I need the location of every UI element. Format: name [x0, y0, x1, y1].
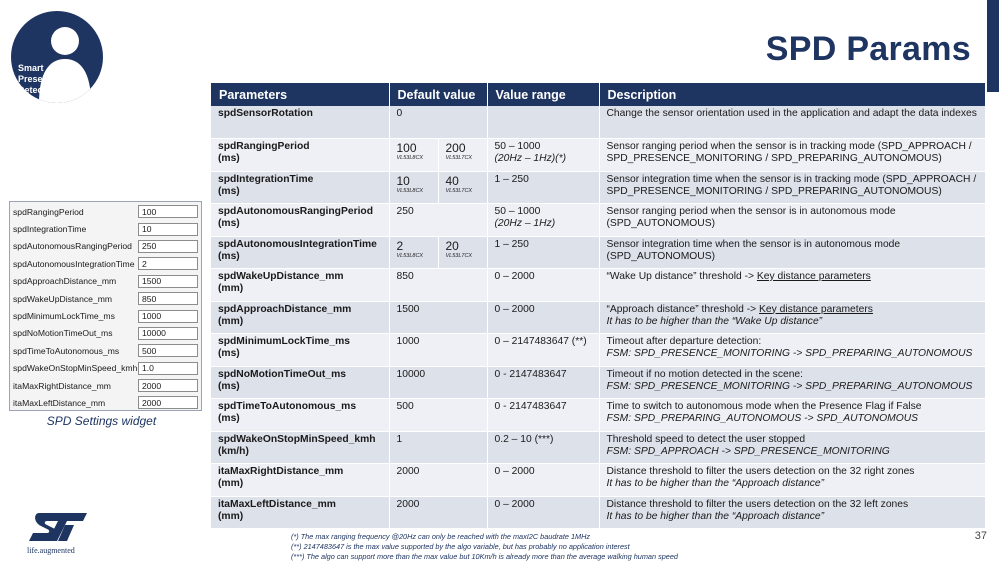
default-value-b: 200	[445, 141, 466, 155]
footnote: (***) The algo can support more than the max value but 10Km/h is already more than the average walking human speed	[291, 552, 678, 561]
value-range-note: (20Hz – 1Hz)	[494, 218, 556, 230]
range-cell	[487, 431, 599, 464]
spd-settings-widget	[9, 201, 202, 411]
default-cell	[389, 301, 487, 334]
param-name: itaMaxRightDistance_mm	[218, 466, 344, 477]
desc-cell	[599, 106, 985, 139]
value-range: 50 – 1000	[494, 141, 541, 152]
param-unit: (mm)	[218, 510, 244, 522]
footnote: (**) 2147483647 is the max value supported by the algo variable, but has probably no application interest	[291, 542, 630, 551]
range-cell	[487, 236, 599, 269]
table-row	[211, 399, 985, 432]
desc-cell	[599, 399, 985, 432]
param-unit: (mm)	[218, 478, 244, 490]
param-name: spdIntegrationTime	[218, 173, 314, 185]
description-note: FSM: SPD_APPROACH -> SPD_PRESENCE_MONITORING	[606, 445, 890, 457]
sensor-tag-a: VL53L8CX	[396, 155, 424, 161]
param-name: spdAutonomousIntegrationTime	[218, 238, 377, 250]
default-value: 1	[396, 433, 403, 445]
value-range: 0 – 2000	[494, 271, 535, 282]
param-name-cell	[211, 431, 389, 464]
sensor-tag-b: VL53L7CX	[445, 252, 473, 259]
param-unit: (ms)	[218, 250, 240, 262]
setting-label: spdApproachDistance_mm	[13, 276, 117, 287]
description: “Wake Up distance” threshold ->	[606, 271, 757, 282]
param-name-cell	[211, 106, 389, 139]
param-unit: (ms)	[218, 380, 240, 392]
widget-row	[10, 255, 201, 272]
header-value-range: Value range	[487, 83, 599, 106]
setting-label: spdMinimumLockTime_ms	[13, 311, 115, 322]
setting-input[interactable]	[138, 240, 198, 253]
param-unit: (ms)	[218, 185, 240, 197]
accent-bar	[987, 0, 999, 92]
table-row	[211, 204, 985, 237]
param-name: spdMinimumLockTime_ms	[218, 336, 350, 347]
default-cell	[389, 204, 487, 237]
param-name: spdWakeUpDistance_mm	[218, 271, 344, 282]
description-note: It has to be higher than the “Approach distance”	[606, 510, 825, 522]
table-row	[211, 139, 985, 172]
setting-label: spdWakeOnStopMinSpeed_kmh	[13, 363, 138, 374]
param-unit: (ms)	[218, 218, 240, 230]
table-row	[211, 366, 985, 399]
default-value-b: 40	[445, 173, 459, 188]
default-value: 1000	[396, 336, 420, 347]
default-value: 2000	[396, 498, 420, 510]
page-number: 37	[974, 530, 987, 542]
logo-line-2: Presence	[18, 74, 59, 84]
setting-input[interactable]	[138, 275, 198, 288]
default-cell	[389, 171, 487, 204]
table-row	[211, 106, 985, 139]
widget-row	[10, 220, 201, 237]
value-range: 50 – 1000	[494, 206, 541, 217]
default-value-a: 2	[396, 238, 404, 253]
page-title: SPD Params	[765, 30, 971, 68]
widget-row	[10, 360, 201, 377]
param-name-cell	[211, 171, 389, 204]
param-name: spdSensorRotation	[218, 108, 313, 119]
setting-input[interactable]	[138, 379, 198, 392]
widget-row	[10, 238, 201, 255]
default-value-a: 10	[396, 173, 410, 188]
setting-label: itaMaxLeftDistance_mm	[13, 397, 106, 408]
logo-line-3: Detection	[18, 85, 60, 95]
description-note: It has to be higher than the “Approach distance”	[606, 478, 825, 490]
logo-text	[18, 63, 59, 96]
sensor-tag-a: VL53L8CX	[396, 252, 424, 259]
range-cell	[487, 269, 599, 302]
default-value: 1500	[396, 303, 420, 315]
desc-cell	[599, 139, 985, 172]
default-cell	[389, 431, 487, 464]
key-distance-link[interactable]: Key distance parameters	[759, 303, 873, 315]
table-row	[211, 431, 985, 464]
description: Sensor ranging period when the sensor is in autonomous mode (SPD_AUTONOMOUS)	[606, 206, 896, 230]
default-value: 2000	[396, 466, 420, 477]
description-note: FSM: SPD_PRESENCE_MONITORING -> SPD_PREPARING_AUTONOMOUS	[606, 380, 973, 392]
header-parameters: Parameters	[211, 83, 389, 106]
setting-input[interactable]	[138, 205, 198, 218]
widget-row	[10, 203, 201, 220]
param-unit: (ms)	[218, 348, 240, 360]
table-row	[211, 269, 985, 302]
desc-cell	[599, 236, 985, 269]
default-value: 0	[396, 108, 403, 119]
description-note: It has to be higher than the “Wake Up distance”	[606, 315, 823, 327]
param-unit: (ms)	[218, 153, 240, 165]
setting-label: spdIntegrationTime	[13, 224, 87, 235]
desc-cell	[599, 301, 985, 334]
range-cell	[487, 399, 599, 432]
param-name: spdNoMotionTimeOut_ms	[218, 368, 346, 380]
setting-input[interactable]	[138, 344, 198, 357]
param-name-cell	[211, 464, 389, 497]
setting-input[interactable]	[138, 257, 198, 270]
desc-cell	[599, 204, 985, 237]
param-name: spdRangingPeriod	[218, 141, 310, 152]
range-cell	[487, 171, 599, 204]
widget-row	[10, 290, 201, 307]
widget-row	[10, 377, 201, 394]
table-row	[211, 301, 985, 334]
table-row	[211, 171, 985, 204]
table-header	[211, 83, 985, 106]
setting-input[interactable]	[138, 327, 198, 340]
range-cell	[487, 139, 599, 172]
value-range: 0 – 2147483647 (**)	[494, 336, 587, 347]
param-unit: (mm)	[218, 283, 244, 295]
param-name-cell	[211, 366, 389, 399]
default-value: 250	[396, 206, 414, 217]
desc-cell	[599, 171, 985, 204]
param-name: spdAutonomousRangingPeriod	[218, 206, 374, 217]
setting-input[interactable]	[138, 292, 198, 305]
setting-input[interactable]	[138, 362, 198, 375]
widget-row	[10, 394, 201, 411]
key-distance-link[interactable]: Key distance parameters	[756, 271, 871, 282]
default-value: 500	[396, 401, 414, 412]
param-name-cell	[211, 139, 389, 172]
range-cell	[487, 496, 599, 529]
param-name: spdWakeOnStopMinSpeed_kmh	[218, 433, 376, 445]
setting-label: spdWakeUpDistance_mm	[13, 293, 113, 304]
setting-label: spdRangingPeriod	[13, 206, 84, 217]
default-cell	[389, 399, 487, 432]
default-cell	[389, 269, 487, 302]
setting-input[interactable]	[138, 223, 198, 236]
description: Time to switch to autonomous mode when the Presence Flag if False	[606, 401, 922, 412]
default-cell	[389, 366, 487, 399]
desc-cell	[599, 269, 985, 302]
table-row	[211, 464, 985, 497]
desc-cell	[599, 366, 985, 399]
param-unit: (ms)	[218, 413, 240, 425]
description: Sensor integration time when the sensor is in autonomous mode (SPD_AUTONOMOUS)	[606, 238, 901, 262]
footnote: (*) The max ranging frequency @20Hz can only be reached with the maxI2C baudrate 1MHz	[291, 532, 591, 541]
default-cell	[389, 236, 487, 269]
range-cell	[487, 204, 599, 237]
sensor-tag-a: VL53L8CX	[396, 187, 424, 194]
setting-label: spdNoMotionTimeOut_ms	[13, 328, 113, 339]
value-range: 0 - 2147483647	[494, 401, 567, 412]
brand-tagline: life.augmented	[27, 546, 75, 555]
description: Distance threshold to filter the users detection on the 32 left zones	[606, 498, 909, 510]
range-cell	[487, 334, 599, 367]
default-value-a: 100	[396, 141, 417, 155]
description: Change the sensor orientation used in the application and adapt the data indexes	[606, 108, 977, 119]
param-unit: (km/h)	[218, 445, 249, 457]
value-range: 0 – 2000	[494, 466, 535, 477]
footnotes	[291, 532, 678, 562]
widget-row	[10, 342, 201, 359]
default-cell	[389, 334, 487, 367]
table-row	[211, 496, 985, 529]
description: Sensor integration time when the sensor is in tracking mode (SPD_APPROACH / SPD_PRESENCE_MONITORING / SPD_PREPARING_AUTONOMOUS)	[606, 173, 977, 197]
setting-input[interactable]	[138, 310, 198, 323]
widget-caption: SPD Settings widget	[46, 414, 157, 428]
description: Threshold speed to detect the user stopped	[606, 433, 806, 445]
value-range-note: (20Hz – 1Hz)(*)	[494, 153, 567, 165]
spd-logo	[11, 11, 103, 103]
description: Distance threshold to filter the users detection on the 32 right zones	[606, 466, 915, 477]
description-note: FSM: SPD_PREPARING_AUTONOMOUS -> SPD_AUTONOMOUS	[606, 413, 919, 425]
param-name-cell	[211, 204, 389, 237]
description: Sensor ranging period when the sensor is in tracking mode (SPD_APPROACH / SPD_PRESENCE_MONITORING / SPD_PREPARING_AUTONOMOUS)	[606, 141, 972, 165]
range-cell	[487, 464, 599, 497]
value-range: 0.2 – 10 (***)	[494, 433, 554, 445]
widget-row	[10, 307, 201, 324]
range-cell	[487, 366, 599, 399]
desc-cell	[599, 431, 985, 464]
header-description: Description	[599, 83, 985, 106]
range-cell	[487, 301, 599, 334]
sensor-tag-b: VL53L7CX	[445, 155, 473, 161]
logo-line-1: Smart	[18, 63, 44, 73]
description: Timeout after departure detection:	[606, 336, 762, 347]
param-name: spdTimeToAutonomous_ms	[218, 401, 357, 412]
param-unit: (mm)	[218, 315, 244, 327]
param-name-cell	[211, 496, 389, 529]
param-name: spdApproachDistance_mm	[218, 303, 352, 315]
param-name-cell	[211, 399, 389, 432]
setting-input[interactable]	[138, 396, 198, 409]
widget-row	[10, 273, 201, 290]
description: “Approach distance” threshold ->	[606, 303, 760, 315]
desc-cell	[599, 496, 985, 529]
value-range: 0 – 2000	[494, 303, 535, 315]
default-cell	[389, 496, 487, 529]
setting-label: itaMaxRightDistance_mm	[13, 380, 111, 391]
value-range: 0 - 2147483647	[494, 368, 567, 380]
default-cell	[389, 106, 487, 139]
value-range: 0 – 2000	[494, 498, 535, 510]
value-range: 1 – 250	[494, 173, 529, 185]
setting-label: spdTimeToAutonomous_ms	[13, 345, 120, 356]
params-table	[211, 83, 986, 529]
range-cell	[487, 106, 599, 139]
desc-cell	[599, 464, 985, 497]
param-name: itaMaxLeftDistance_mm	[218, 498, 336, 510]
param-name-cell	[211, 236, 389, 269]
header-default-value: Default value	[389, 83, 487, 106]
table-row	[211, 236, 985, 269]
widget-row	[10, 325, 201, 342]
value-range: 1 – 250	[494, 238, 529, 250]
description: Timeout if no motion detected in the scene:	[606, 368, 804, 380]
default-value: 10000	[396, 368, 426, 380]
default-cell	[389, 464, 487, 497]
setting-label: spdAutonomousIntegrationTime	[13, 258, 135, 269]
param-name-cell	[211, 334, 389, 367]
setting-label: spdAutonomousRangingPeriod	[13, 241, 132, 252]
param-name-cell	[211, 269, 389, 302]
table-row	[211, 334, 985, 367]
default-cell	[389, 139, 487, 172]
default-value: 850	[396, 271, 414, 282]
default-value-b: 20	[445, 238, 459, 253]
param-name-cell	[211, 301, 389, 334]
sensor-tag-b: VL53L7CX	[445, 187, 473, 194]
st-logo-icon	[27, 510, 89, 544]
desc-cell	[599, 334, 985, 367]
description-note: FSM: SPD_PRESENCE_MONITORING -> SPD_PREPARING_AUTONOMOUS	[606, 348, 973, 360]
